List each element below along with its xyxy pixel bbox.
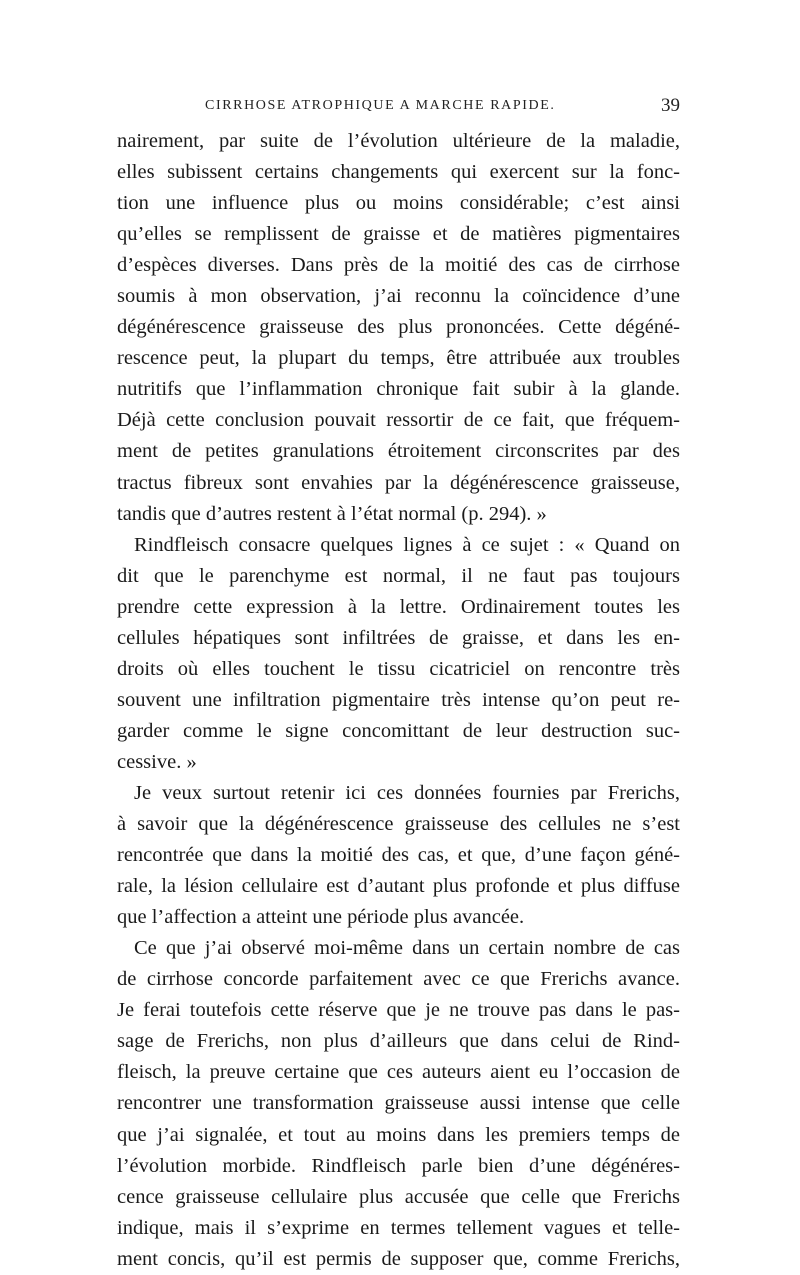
page-number: 39 — [661, 95, 680, 116]
text-line: dit que le parenchyme est normal, il ne faut pas toujours — [117, 564, 680, 587]
text-line: rencontrer une transformation graisseuse aussi intense que celle — [117, 1092, 680, 1115]
text-line: nairement, par suite de l’évolution ultérieure de la maladie, — [117, 130, 680, 152]
text-line: ment de petites granulations étroitement circonscrites par des — [117, 440, 680, 463]
text-line: soumis à mon observation, j’ai reconnu la coïncidence d’une — [117, 285, 680, 308]
text-line: nutritifs que l’inflammation chronique fait subir à la glande. — [117, 378, 680, 401]
running-head — [117, 95, 680, 122]
text-line: cellules hépatiques sont infiltrées de graisse, et dans les en- — [117, 626, 680, 649]
text-line: cessive. » — [117, 750, 197, 773]
text-line: droits où elles touchent le tissu cicatriciel on rencontre très — [117, 657, 680, 680]
running-title: CIRRHOSE ATROPHIQUE A MARCHE RAPIDE. — [205, 98, 556, 113]
text-line: à savoir que la dégénérescence graisseuse des cellules ne s’est — [117, 813, 680, 836]
text-body — [117, 126, 680, 1275]
text-line: qu’elles se remplissent de graisse et de matières pigmentaires — [117, 223, 680, 246]
text-line: que j’ai signalée, et tout au moins dans les premiers temps de — [117, 1123, 680, 1146]
text-line: Je ferai toutefois cette réserve que je ne trouve pas dans le pas- — [117, 999, 680, 1022]
text-line: sage de Frerichs, non plus d’ailleurs que dans celui de Rind- — [117, 1030, 680, 1053]
text-line: rencontrée que dans la moitié des cas, et que, d’une façon géné- — [117, 844, 680, 867]
text-line: tractus fibreux sont envahies par la dégénérescence graisseuse, — [117, 471, 680, 494]
text-line: elles subissent certains changements qui exercent sur la fonc- — [117, 161, 680, 184]
text-line: prendre cette expression à la lettre. Ordinairement toutes les — [117, 595, 680, 618]
text-line: Rindfleisch consacre quelques lignes à ce sujet : « Quand on — [134, 533, 680, 556]
text-line: tion une influence plus ou moins considérable; c’est ainsi — [117, 192, 680, 215]
text-line: souvent une infiltration pigmentaire très intense qu’on peut re- — [117, 688, 680, 711]
text-line: rale, la lésion cellulaire est d’autant plus profonde et plus diffuse — [117, 875, 680, 898]
text-line: d’espèces diverses. Dans près de la moitié des cas de cirrhose — [117, 254, 680, 277]
text-line: Déjà cette conclusion pouvait ressortir de ce fait, que fréquem- — [117, 409, 680, 432]
text-line: que l’affection a atteint une période plus avancée. — [117, 906, 525, 929]
text-line: rescence peut, la plupart du temps, être attribuée aux troubles — [117, 347, 680, 370]
text-line: ment concis, qu’il est permis de supposer que, comme Frerichs, — [117, 1247, 680, 1270]
text-line: l’évolution morbide. Rindfleisch parle bien d’une dégénéres- — [117, 1154, 680, 1177]
text-line: Je veux surtout retenir ici ces données fournies par Frerichs, — [134, 781, 680, 804]
text-line: cence graisseuse cellulaire plus accusée que celle que Frerichs — [117, 1185, 680, 1208]
text-line: de cirrhose concorde parfaitement avec ce que Frerichs avance. — [117, 968, 680, 991]
text-line: indique, mais il s’exprime en termes tellement vagues et telle- — [117, 1216, 680, 1239]
text-line: Ce que j’ai observé moi-même dans un certain nombre de cas — [134, 937, 680, 960]
text-line: fleisch, la preuve certaine que ces auteurs aient eu l’occasion de — [117, 1061, 680, 1084]
text-line: dégénérescence graisseuse des plus prononcées. Cette dégéné- — [117, 316, 680, 339]
text-line: garder comme le signe concomittant de leur destruction suc- — [117, 719, 680, 742]
text-line: tandis que d’autres restent à l’état normal (p. 294). » — [117, 502, 547, 525]
